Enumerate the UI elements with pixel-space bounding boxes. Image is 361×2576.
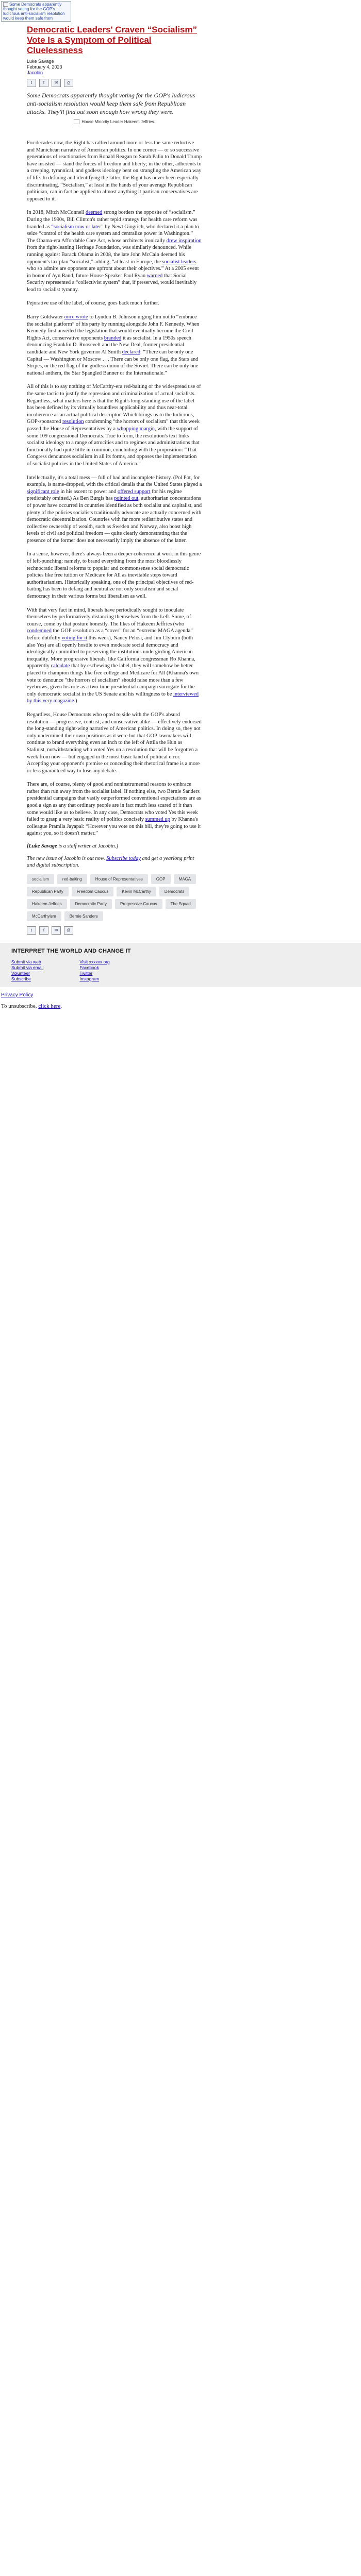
footer-link-submit-web[interactable]: Submit via web [11, 959, 41, 964]
broken-image-icon [74, 119, 79, 124]
paragraph-text: For decades now, the Right has rallied around more or less the same reductive and Manichean narrative of American politics. In one corner — or so successive generations of reactionaries from Ronald Reagan to Sarah Palin to Donald Trump have insisted — stand the forces of freedom and liberty; in the other, adherents to a creeping, tyrannical, and godless ideology bent on strangling the American way of life. In defining and identifying the latter, the Right has never been especially discriminating. “Socialism,” at least in the hands of your average Republican politician, can in fact be applied to almost anything it partisan conservatives are opposed to it. [27, 140, 202, 202]
email-icon[interactable]: ✉ [52, 926, 61, 935]
tag-chip[interactable]: Kevin McCarthy [117, 887, 156, 896]
paragraph-text: Intellectually, it's a total mess — full of bad and incomplete history. (Pol Pot, for example, is name-dropped, with the critical details that the United States played a [27, 474, 202, 488]
subscribe-note-after: and get a yearlong print and digital subscription. [27, 855, 194, 869]
article-paragraph [27, 551, 202, 600]
email-icon[interactable]: ✉ [52, 79, 61, 87]
subscribe-note-pub: Jacobin [63, 855, 81, 861]
print-icon[interactable]: ⎙ [64, 79, 73, 87]
paragraph-text: In a sense, however, there's always been a deeper coherence at work in this genre of left-punching: namely, to brand everything from the most bloodlessly technocratic liberal reforms to popular and commonsense social democratic policies like free tuition or Medicare for All as inevitable steps toward authoritarianism. Historically speaking, one of the principal objectives of red-baiting has been to defang and neutralize not only socialism and social democracy in their various forms but liberalism as well. [27, 551, 201, 600]
tag-list [27, 874, 202, 921]
footer-link-facebook[interactable]: Facebook [79, 964, 99, 970]
inline-link[interactable]: branded [104, 335, 122, 341]
broken-image-icon [3, 2, 8, 7]
paragraph-text: All of this is to say nothing of McCarthy-era red-baiting or the widespread use of the same tactic to justify the repression and criminalization of actual socialists. Regardless, what matters here is that the Right's long-standing use of the label has been defined by its virtually boundless applicability and thus near-total incoherence as an actual political descriptor. Which brings us to the ludicrous, GOP-sponsored [27, 384, 201, 425]
newsletter-footer [0, 943, 361, 987]
inline-link[interactable]: once wrote [64, 314, 88, 320]
inline-link[interactable]: whopping margin [117, 426, 155, 432]
paragraph-text: Barry Goldwater [27, 314, 64, 320]
paragraph-text: to Lyndon B. Johnson urging him not to “embrace the socialist platform” of his party by running alongside John F. Kennedy. When Kennedy first unveiled the legislation that would eventually become the Civil Rights Act, conservative opponents [27, 314, 200, 341]
footer-col-1 [11, 959, 43, 982]
tag-chip[interactable]: House of Representatives [90, 874, 148, 884]
article-paragraph [27, 474, 202, 545]
share-icons-top [27, 79, 202, 87]
inline-link[interactable]: interviewed by this very magazine [27, 691, 199, 704]
inline-link[interactable]: significant role [27, 488, 59, 495]
inline-link[interactable]: drew inspiration [166, 238, 202, 244]
article-title[interactable]: Democratic Leaders' Craven “Socialism” Vote Is a Symptom of Political Cluelessness [27, 25, 198, 55]
footer-link-instagram[interactable]: Instagram [79, 976, 100, 981]
paragraph-text: for his regime predictably omitted.) As Ben Burgis has [27, 488, 182, 502]
article-paragraph [27, 711, 202, 774]
inline-link[interactable]: condemned [27, 628, 52, 634]
paragraph-text: that Social Security represented a “collectivist system” that, if preserved, would inevitably lead to socialist tyranny. [27, 273, 197, 293]
paragraph-text: that by eschewing the label, they will somehow be better placed to champion things like free college and Medicare for All (Khanna's own vote to denounce “the horrors of socialism” should raise more than a few eyebrows, given his role as a two-time presidential campaign surrogate for the only democratic socialist in the US Senate and his willingness to be [27, 663, 199, 697]
paragraph-text: it as socialist. In a 1950s speech denouncing Franklin D. Roosevelt and the New Deal, former presidential candidate and New York governor Al Smith [27, 335, 191, 355]
inline-link[interactable]: deemed [86, 210, 103, 216]
article-paragraph [27, 607, 202, 705]
paragraph-text: by Khanna's colleague Pramila Jayapal: “However you vote on this bill, they're going to use it against you, so it doesn't matter.” [27, 817, 201, 837]
paragraph-text: by Newt Gingrich, who declared it a plan to seize “control of the health care system and centralize power in Washington.” The Obama-era Affordable Care Act, whose architects ironically [27, 224, 199, 244]
article-paragraph [27, 314, 202, 377]
share-icons-bottom [27, 926, 202, 935]
footer-col-2 [79, 959, 109, 982]
figure-caption: House Minority Leader Hakeem Jeffries. [81, 119, 155, 124]
header-image-alt-text: Some Democrats apparently thought voting for the GOP's ludicrous anti-socialism resolution would keep them safe from [3, 2, 65, 21]
inline-link[interactable]: pointed out [114, 496, 139, 502]
tag-chip[interactable]: red-baiting [57, 874, 87, 884]
article-author: Luke Savage [27, 59, 54, 64]
article-paragraph [27, 781, 202, 837]
bio-author-name: Luke Savage [28, 843, 57, 850]
paragraph-text: Regardless, House Democrats who opted to side with the GOP's absurd resolution — progressive, centrist, and conservative alike — effectively endorsed the long-standing right-wing narrative of American politics. In doing so, they not only undermined their own positions as it were but that GOP lawmakers will continue to brand everything even an inch to the left of Attila the Hun as Stalinist, notwithstanding who voted Yes on a resolution that will be forgotten a week from now — but engaged in the most basic kind of political error. Accepting your opponent's premise or conceding their rhetorical frame is a more or less guaranteed way to lose any debate. [27, 711, 202, 774]
paragraph-text: , with the support of some 109 congressional Democrats. True to form, the resolution's text links socialist ideology to a range of atrocities and to regimes and administrations that functionally had quite little in common, concluding with the proposition: “That Congress denounces socialism in all its forms, and opposes the implementation of socialist policies in the United States of America.” [27, 426, 200, 467]
inline-link[interactable]: calculate [51, 663, 70, 669]
article-body [27, 140, 202, 837]
inline-link[interactable]: resolution [62, 419, 84, 425]
tag-chip[interactable]: MAGA [174, 874, 196, 884]
facebook-icon[interactable]: f [39, 926, 48, 935]
unsubscribe-line [0, 998, 361, 1015]
paragraph-text: Pejorative use of the label, of course, goes back much further. [27, 300, 159, 307]
tag-chip[interactable]: GOP [151, 874, 171, 884]
broken-header-image[interactable] [1, 1, 71, 22]
paragraph-text: There are, of course, plenty of good and noninstrumental reasons to embrace rather than run away from the socialist label. If nothing else, two Bernie Sanders presidential campaigns that vastly outperformed conventional expectations are as good a sign as any that ordinary people are in fact much less scared of it than some would like us to believe. In any case, Democrats who voted Yes this week failed to grasp a very basic reality of politics concisely [27, 782, 201, 823]
article-meta [27, 59, 202, 76]
article-container [27, 25, 202, 935]
tag-chip[interactable]: Hakeem Jeffries [27, 899, 67, 909]
paragraph-text: the GOP resolution as a “cover” for an “extreme MAGA agenda” before dutifully [27, 628, 193, 641]
tag-chip[interactable]: socialism [27, 874, 54, 884]
article-paragraph [27, 383, 202, 467]
subscribe-note-before: The new issue of [27, 855, 64, 861]
footer-link-submit-email[interactable]: Submit via email [11, 964, 44, 970]
subscribe-link[interactable]: Subscribe today [106, 855, 141, 861]
article-paragraph [27, 140, 202, 202]
bio-tail: .] [114, 843, 119, 850]
tag-chip[interactable]: Bernie Sanders [64, 911, 103, 921]
tag-chip[interactable]: Democratic Party [70, 899, 112, 909]
paragraph-text: this week), Nancy Pelosi, and Jim Clyburn (both also Yes) are all openly hostile to even moderate social democracy and ideologically committed to preserving the institutions undergirding American inequality. More progressive liberals, like California congressman Ro Khanna, apparently [27, 635, 195, 669]
tag-chip[interactable]: The Squad [166, 899, 196, 909]
author-bio: [Luke Savage is a staff writer at Jacobin.] [27, 843, 119, 850]
inline-link[interactable]: voting for it [61, 635, 88, 641]
footer-link-volunteer[interactable]: Volunteer [11, 970, 30, 976]
paragraph-text: in his ascent to power and [59, 488, 118, 495]
paragraph-text: strong borders the opposite of “socialism.” During the 1990s, Bill Clinton's rather tepid strategy for health care reform was branded as [27, 210, 198, 230]
paragraph-text: who so admire are opponent are upfront about their objectives.” At a 2005 event in honor of Ayn Rand, future House Speaker Paul Ryan [27, 266, 199, 279]
inline-link[interactable]: offered support [118, 488, 151, 495]
source-link[interactable]: Jacobin [27, 70, 43, 75]
article-figure [27, 119, 202, 124]
paragraph-text: : “There can be only one Capital — Washington or Moscow . . . There can be only one flag, the Stars and Stripes, or the red flag of the godless union of the Soviet. There can be only one national anthem, the Star Spangled Banner or the Internationale.” [27, 349, 199, 376]
tag-chip[interactable]: McCarthyism [27, 911, 61, 921]
article-date: February 4, 2023 [27, 64, 62, 70]
privacy-policy-link[interactable]: Privacy Policy [1, 992, 34, 998]
article-dek: Some Democrats apparently thought voting for the GOP's ludicrous anti-socialism resolution would keep them safe from Republican attacks. They'll find out soon enough how wrong they were. [27, 92, 195, 115]
footer-link-twitter[interactable]: Twitter [79, 970, 93, 976]
unsubscribe-link[interactable]: click here [38, 1003, 61, 1009]
paragraph-text: , authoritarian concentrations of power have occurred in countries identified as both socialist and capitalist, and plenty of the policies socialists traditionally advocate are actually concerned with democratic decentralization. Countries with far more redistributive states and collective ownership of wealth, such as Sweden and Norway, also boast high levels of civil and political freedom — quite clearly demonstrating that the presence of the former does not necessarily imply the absence of the latter. [27, 496, 202, 544]
article-paragraph [27, 300, 202, 307]
print-icon[interactable]: ⎙ [64, 926, 73, 935]
footer-heading: INTERPRET THE WORLD AND CHANGE IT [11, 947, 131, 954]
inline-link[interactable]: socialist leaders [162, 259, 196, 265]
subscribe-note [27, 855, 202, 869]
bio-pub: Jacobin [97, 843, 115, 850]
paragraph-text: With that very fact in mind, liberals have periodically sought to inoculate themselves by performatively distancing themselves from the Left. Some, of course, come by that posture honestly. The likes of Hakeem Jeffries (who [27, 607, 191, 627]
bio-rest: is a staff writer at [57, 843, 98, 850]
twitter-icon[interactable]: t [27, 926, 36, 935]
footer-link-subscribe[interactable]: Subscribe [11, 976, 31, 981]
paragraph-text: .) [74, 698, 77, 704]
subscribe-note-mid: is out now. [80, 855, 107, 861]
tag-chip[interactable]: Freedom Caucus [72, 887, 113, 896]
unsubscribe-tail: . [60, 1003, 62, 1009]
inline-link[interactable]: declared [122, 349, 140, 355]
tag-chip[interactable]: Republican Party [27, 887, 69, 896]
footer-link-visit-site[interactable]: Visit xxxxxx.org [79, 959, 110, 964]
inline-link[interactable]: warned [146, 273, 163, 279]
facebook-icon[interactable]: f [39, 79, 48, 87]
tag-chip[interactable]: Democrats [159, 887, 190, 896]
paragraph-text: condemning “the horrors of socialism” that this week passed the House of Representatives by a [27, 419, 200, 432]
header-image-strip [0, 0, 361, 23]
paragraph-text: In 2018, Mitch McConnell [27, 210, 86, 216]
tag-chip[interactable]: Progressive Caucus [115, 899, 162, 909]
footer-content [11, 948, 361, 982]
unsubscribe-text: To unsubscribe, [1, 1003, 39, 1009]
paragraph-text: from the right-leaning Heritage Foundation, was similarly denounced. While running against Barack Obama in 2008, the late John McCain deemed his opponent's tax plan “socialist,” adding, “at least in Europe, the [27, 245, 191, 265]
twitter-icon[interactable]: t [27, 79, 36, 87]
footer-columns [11, 959, 361, 982]
article-paragraph [27, 209, 202, 293]
inline-link[interactable]: “socialism now or later” [51, 224, 104, 230]
inline-link[interactable]: summed up [145, 817, 170, 823]
privacy-row [0, 987, 361, 998]
